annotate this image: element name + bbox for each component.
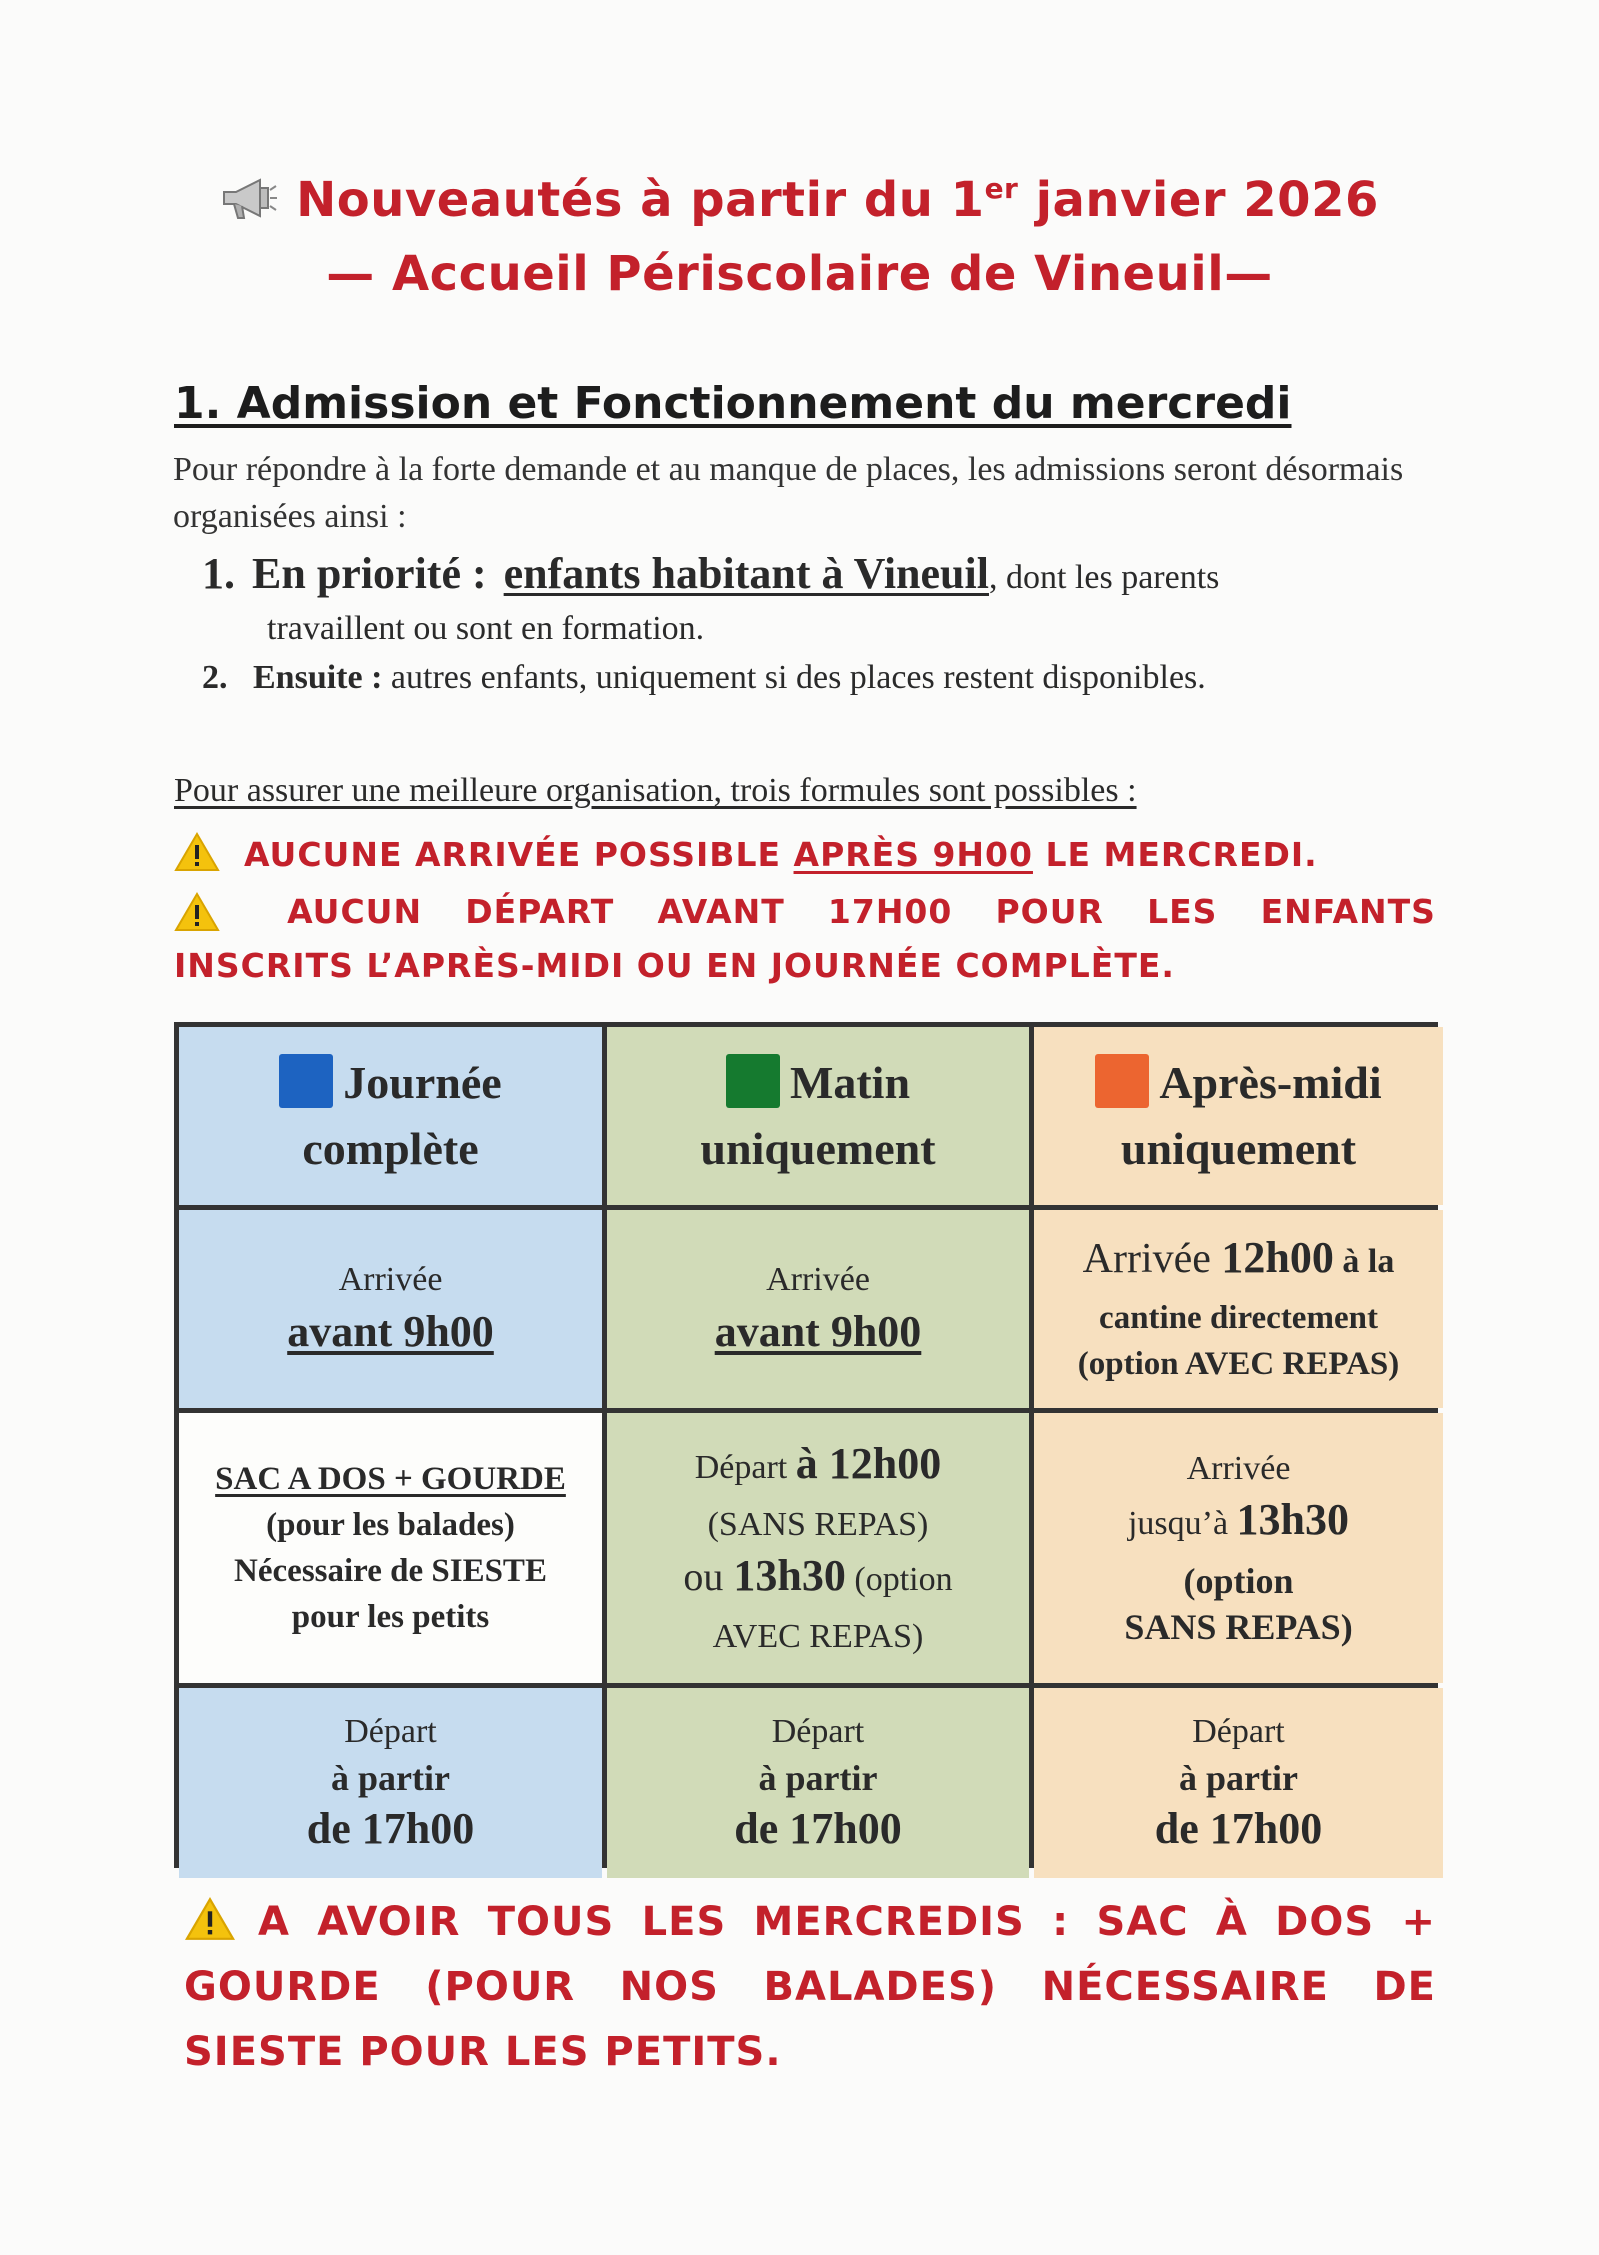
- warning-word: AUCUN: [287, 892, 423, 931]
- list-number-2: 2.: [202, 659, 228, 696]
- orange-square-icon: [1095, 1054, 1149, 1108]
- warning-arrival-c: LE MERCREDI.: [1032, 835, 1318, 874]
- warning-departure: [174, 892, 1436, 985]
- warning-word: DÉPART: [465, 892, 615, 931]
- cell-text: (option AVEC REPAS): [1077, 1346, 1400, 1382]
- header-line1: Après-midi: [1159, 1057, 1382, 1108]
- warning-word: 17H00: [827, 892, 953, 931]
- cell-text: de 17h00: [734, 1804, 902, 1853]
- green-square-icon: [726, 1054, 780, 1108]
- cell-text: avant 9h00: [287, 1307, 494, 1356]
- cell-text: 12h00: [1221, 1233, 1334, 1282]
- warning-icon: [174, 892, 220, 932]
- cell-text: ou: [683, 1554, 734, 1599]
- title-text-1: Nouveautés à partir du 1: [296, 172, 985, 228]
- cell-journee-depart: [179, 1688, 602, 1878]
- cell-text: à partir: [758, 1758, 878, 1798]
- formules-lead: Pour assurer une meilleure organisation, trois formules sont possibles :: [174, 772, 1137, 809]
- cell-apres-midi-depart: [1034, 1688, 1443, 1878]
- cell-text: à partir: [1179, 1758, 1298, 1798]
- header-line1: Matin: [789, 1057, 911, 1108]
- cell-text: Départ: [694, 1449, 796, 1486]
- cell-text: SANS REPAS): [1124, 1607, 1353, 1647]
- warning-icon: [174, 832, 220, 872]
- cell-text: Arrivée: [1082, 1236, 1222, 1282]
- bottom-warning-text: A AVOIR TOUS LES MERCREDIS : SAC À DOS + GOURDE (POUR NOS BALADES) NÉCESSAIRE DE SIESTE POUR LES PETITS.: [184, 1899, 1436, 2075]
- cell-journee-materiel: [179, 1413, 602, 1683]
- cell-text: de 17h00: [306, 1804, 475, 1853]
- bottom-warning: [184, 1890, 1436, 2085]
- list-item-then: [202, 656, 1206, 700]
- title-text-2: janvier 2026: [1018, 172, 1379, 228]
- cell-text: pour les petits: [291, 1599, 490, 1635]
- page-title: [0, 172, 1599, 228]
- cell-text: à la: [1333, 1243, 1395, 1280]
- warning-icon: [184, 1896, 236, 1940]
- cell-text: (option: [845, 1561, 953, 1598]
- cell-text: cantine directement: [1099, 1300, 1378, 1336]
- intro-paragraph: Pour répondre à la forte demande et au manque de places, les admissions seront désormais organisées ainsi :: [173, 451, 1404, 535]
- warning-arrival-b: APRÈS 9H00: [793, 835, 1033, 874]
- cell-matin-depart: [607, 1413, 1029, 1683]
- warning-arrival: [174, 832, 1318, 874]
- cell-text: Arrivée: [338, 1261, 443, 1298]
- warning-word: ENFANTS: [1260, 892, 1436, 931]
- cell-text: Départ: [771, 1713, 865, 1750]
- cell-text: AVEC REPAS): [712, 1618, 924, 1655]
- header-matin: [607, 1027, 1029, 1205]
- cell-text: de 17h00: [1154, 1804, 1323, 1853]
- cell-text: Départ: [1192, 1713, 1285, 1750]
- warning-word: POUR: [995, 892, 1104, 931]
- cell-text: Arrivée: [766, 1261, 870, 1298]
- cell-text: (option: [1183, 1561, 1294, 1601]
- warning-word: AVANT: [657, 892, 785, 931]
- cell-text: (SANS REPAS): [707, 1506, 929, 1543]
- header-journee: [179, 1027, 602, 1205]
- priority-highlight: enfants habitant à Vineuil: [503, 549, 989, 598]
- page-subtitle: — Accueil Périscolaire de Vineuil—: [326, 246, 1273, 302]
- header-line2: uniquement: [1120, 1123, 1357, 1174]
- cell-text: 13h30: [1236, 1495, 1350, 1544]
- cell-text: 13h30: [733, 1551, 846, 1600]
- header-line2: complète: [302, 1123, 479, 1174]
- cell-matin-arrivee: [607, 1210, 1029, 1408]
- priority-rest-line2: travaillent ou sont en formation.: [267, 610, 705, 647]
- list-item-priority: [202, 548, 1432, 604]
- cell-text: Départ: [344, 1713, 437, 1750]
- cell-journee-arrivee: [179, 1210, 602, 1408]
- then-text: autres enfants, uniquement si des places restent disponibles.: [390, 659, 1206, 696]
- cell-apres-midi-arrivee-tard: [1034, 1413, 1443, 1683]
- cell-apres-midi-arrivee: [1034, 1210, 1443, 1408]
- header-line1: Journée: [343, 1057, 502, 1108]
- cell-matin-depart-soir: [607, 1688, 1029, 1878]
- warning-word: LES: [1147, 892, 1218, 931]
- priority-rest: , dont les parents: [988, 559, 1220, 596]
- section-heading: 1. Admission et Fonctionnement du mercredi: [174, 378, 1292, 429]
- cell-text: Nécessaire de SIESTE: [234, 1553, 547, 1589]
- warning-departure-line2: INSCRITS L’APRÈS-MIDI OU EN JOURNÉE COMPLÈTE.: [174, 946, 1175, 985]
- cell-text: à 12h00: [795, 1439, 942, 1488]
- header-line2: uniquement: [700, 1123, 936, 1174]
- then-label: Ensuite :: [253, 659, 383, 696]
- header-apres-midi: [1034, 1027, 1443, 1205]
- blue-square-icon: [279, 1054, 333, 1108]
- priority-label: En priorité :: [252, 549, 487, 598]
- cell-text: à partir: [331, 1758, 450, 1798]
- title-sup: er: [984, 172, 1019, 205]
- cell-text: (pour les balades): [266, 1507, 515, 1543]
- formules-table: [174, 1022, 1438, 1868]
- cell-text: jusqu’à: [1127, 1505, 1237, 1542]
- cell-text: SAC A DOS + GOURDE: [215, 1461, 566, 1497]
- warning-arrival-a: AUCUNE ARRIVÉE POSSIBLE: [244, 835, 794, 874]
- cell-text: avant 9h00: [714, 1307, 922, 1356]
- cell-text: Arrivée: [1186, 1450, 1291, 1487]
- megaphone-icon: [220, 174, 278, 222]
- list-number-1: 1.: [202, 549, 235, 598]
